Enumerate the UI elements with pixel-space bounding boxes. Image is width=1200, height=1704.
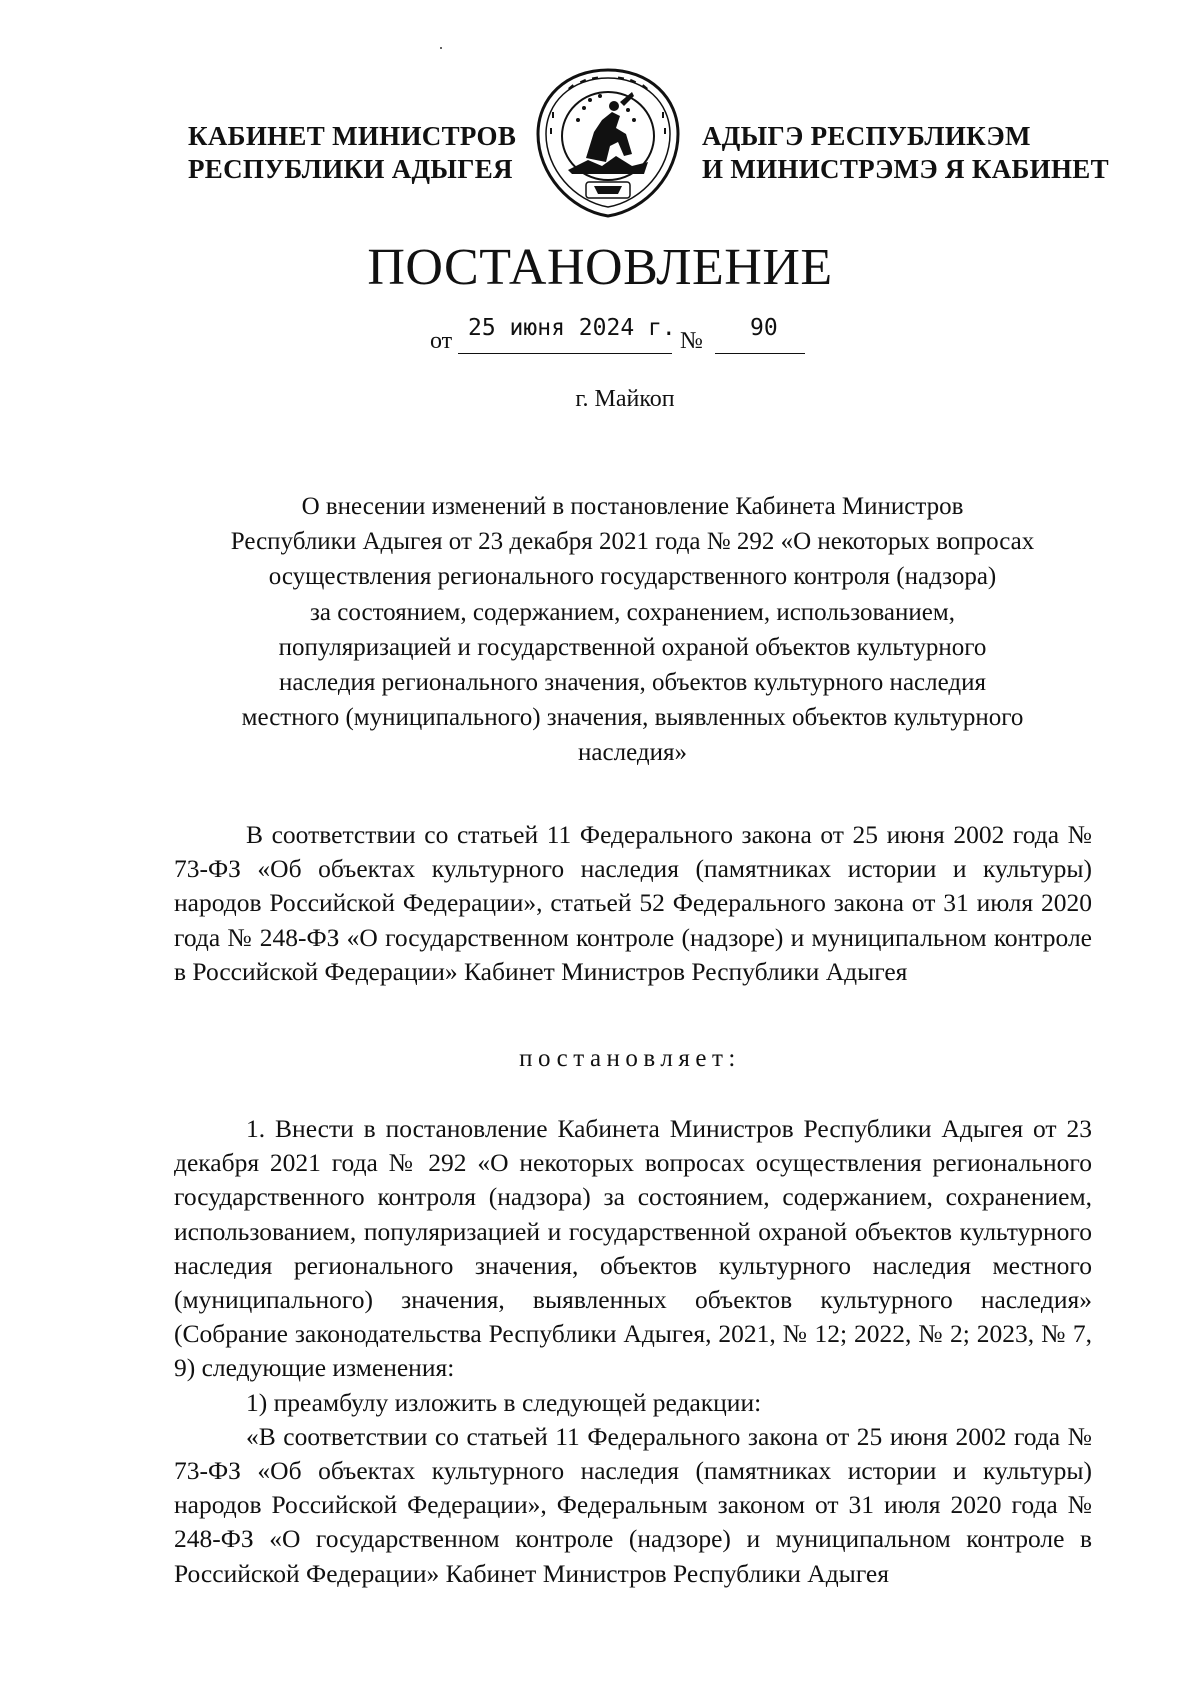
title-line: наследия регионального значения, объектов культурного наследия [279, 669, 986, 697]
preamble [174, 818, 1092, 989]
title-line: за состоянием, содержанием, сохранением, использованием, [310, 598, 955, 626]
date-value: 25 июня 2024 г. [468, 315, 676, 341]
clauses [174, 1112, 1092, 1591]
date-number-row [430, 313, 850, 363]
issuer-name-russian [188, 120, 516, 186]
clause-paragraph: «В соответствии со статьей 11 Федерального закона от 25 июня 2002 года № 73-ФЗ «Об объектах культурного наследия (памятниках истории и культуры) народов Российской Федерации», Федеральным законом от 31 июля 2020 года № 248-ФЗ «О государственном контроле (надзоре) и муниципальном контроле в Российской Федерации» Кабинет Министров Республики Адыгея [174, 1421, 1092, 1588]
title-line: наследия» [578, 739, 687, 767]
issuer-line: РЕСПУБЛИКИ АДЫГЕЯ [188, 154, 513, 184]
coat-of-arms-adygea-icon [528, 62, 688, 222]
clause-paragraph: 1. Внести в постановление Кабинета Министров Республики Адыгея от 23 декабря 2021 года № 292 «О некоторых вопросах осуществления регионального государственного контроля (надзора) за состоянием, содержанием, сохранением, использованием, популяризацией и государственной охраной объектов культурного наследия регионального значения, объектов культурного наследия местного (муниципального) значения, выявленных объектов культурного наследия» (Собрание законодательства Республики Адыгея, 2021, № 12; 2022, № 2; 2023, № 7, 9) следующие изменения: [174, 1114, 1092, 1383]
issuer-line: КАБИНЕТ МИНИСТРОВ [188, 121, 517, 151]
resolves-heading: постановляет: [519, 1045, 741, 1072]
title-line: местного (муниципального) значения, выявленных объектов культурного [241, 704, 1024, 732]
issuer-name-adyghe [702, 120, 1109, 186]
document-title [170, 489, 1095, 771]
clause-paragraph: 1) преамбулу изложить в следующей редакции: [246, 1387, 762, 1417]
preamble-paragraph: В соответствии со статьей 11 Федерального закона от 25 июня 2002 года № 73-ФЗ «Об объектах культурного наследия (памятниках истории и культуры) народов Российской Федерации», статьей 52 Федерального закона от 31 июля 2020 года № 248-ФЗ «О государственном контроле (надзоре) и муниципальном контроле в Российской Федерации» Кабинет Министров Республики Адыгея [174, 820, 1092, 986]
scan-speck [440, 47, 442, 49]
number-prefix: № [680, 328, 703, 354]
title-line: популяризацией и государственной охраной объектов культурного [278, 633, 987, 661]
issuer-line: И МИНИСТРЭМЭ Я КАБИНЕТ [702, 154, 1109, 184]
number-value: 90 [750, 315, 778, 341]
date-prefix: от [430, 328, 453, 354]
title-line: О внесении изменений в постановление Кабинета Министров [301, 493, 964, 520]
title-line: осуществления регионального государственного контроля (надзора) [268, 563, 997, 591]
title-line: Республики Адыгея от 23 декабря 2021 года № 292 «О некоторых вопросах [230, 528, 1035, 556]
document-type: ПОСТАНОВЛЕНИЕ [367, 239, 833, 296]
issuer-line: АДЫГЭ РЕСПУБЛИКЭМ [702, 121, 1031, 151]
city: г. Майкоп [575, 386, 675, 412]
